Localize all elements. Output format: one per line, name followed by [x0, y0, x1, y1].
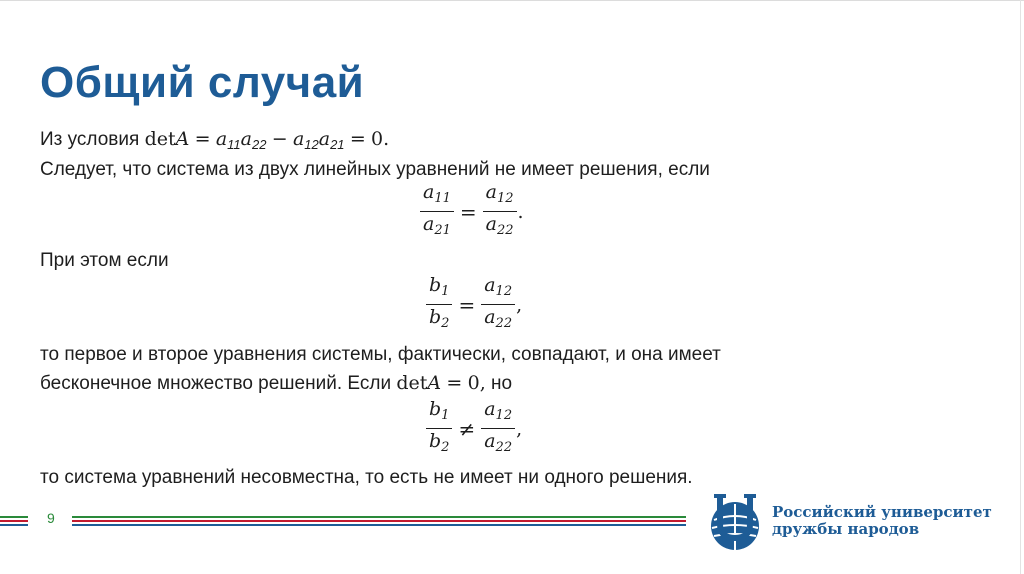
page-number: 9	[47, 510, 55, 526]
equals-sign: =	[459, 199, 477, 224]
zero-value: 0,	[467, 372, 486, 394]
slide-title: Общий случай	[40, 58, 365, 107]
fraction-a12-a22: $\frac{a_{12}}{a_{22}}$	[481, 273, 515, 336]
infinite-solutions-line	[40, 372, 512, 395]
but-word: но	[491, 373, 513, 394]
not-equal-sign: ≠	[458, 416, 476, 441]
coef-a: a	[240, 128, 252, 150]
no-solution-line: Следует, что система из двух линейных уравнений не имеет решения, если	[40, 159, 710, 180]
comma: ,	[516, 417, 523, 440]
sub-21: 21	[330, 137, 345, 152]
fraction-a12-a22: $\frac{a_{12}}{a_{22}}$	[483, 180, 517, 243]
fraction-a12-a22: $\frac{a_{12}}{a_{22}}$	[481, 397, 515, 460]
slide-border-right	[1020, 0, 1021, 574]
fraction-b1-b2: $\frac{b_1}{b_2}$	[426, 397, 452, 460]
sub-22: 22	[252, 137, 267, 152]
coef-a: a	[215, 128, 228, 150]
infinite-prefix: бесконечное множество решений. Если	[40, 373, 392, 394]
equals-sign: =	[446, 372, 463, 394]
rudn-logo-icon	[706, 494, 764, 554]
sub-12: 12	[304, 137, 319, 152]
minus-sign: −	[271, 128, 288, 150]
matrix-symbol: A	[427, 372, 442, 394]
det-operator: det	[396, 372, 428, 394]
ratio-equation-2	[426, 273, 522, 336]
inconsistent-line: то система уравнений несовместна, то есть не имеет ни одного решения.	[40, 467, 693, 488]
period: .	[517, 200, 524, 223]
coincide-line: то первое и второе уравнения системы, фактически, совпадают, и она имеет	[40, 344, 721, 365]
footer-stripes	[72, 516, 686, 528]
coef-a: a	[318, 128, 331, 150]
ratio-inequality	[426, 397, 522, 460]
det-operator: det	[144, 128, 176, 150]
matrix-symbol: A	[175, 128, 190, 150]
equals-sign: =	[458, 292, 476, 317]
condition-line	[40, 128, 389, 156]
equals-sign: =	[194, 128, 211, 150]
ratio-equation-1	[420, 180, 524, 243]
university-name	[772, 504, 992, 538]
university-name-line1: Российский университет	[772, 503, 992, 521]
condition-prefix: Из условия	[40, 129, 140, 150]
footer-stripes-left	[0, 516, 28, 528]
equals-sign: =	[349, 128, 366, 150]
fraction-a11-a21: $\frac{a_{11}}{a_{21}}$	[420, 180, 454, 243]
coef-a: a	[292, 128, 305, 150]
university-name-line2: дружбы народов	[772, 520, 920, 538]
comma: ,	[516, 293, 523, 316]
if-line: При этом если	[40, 250, 169, 271]
slide-border-top	[0, 0, 1024, 1]
sub-11: 11	[227, 137, 241, 152]
fraction-b1-b2: $\frac{b_1}{b_2}$	[426, 273, 452, 336]
zero-value: 0.	[371, 128, 390, 150]
